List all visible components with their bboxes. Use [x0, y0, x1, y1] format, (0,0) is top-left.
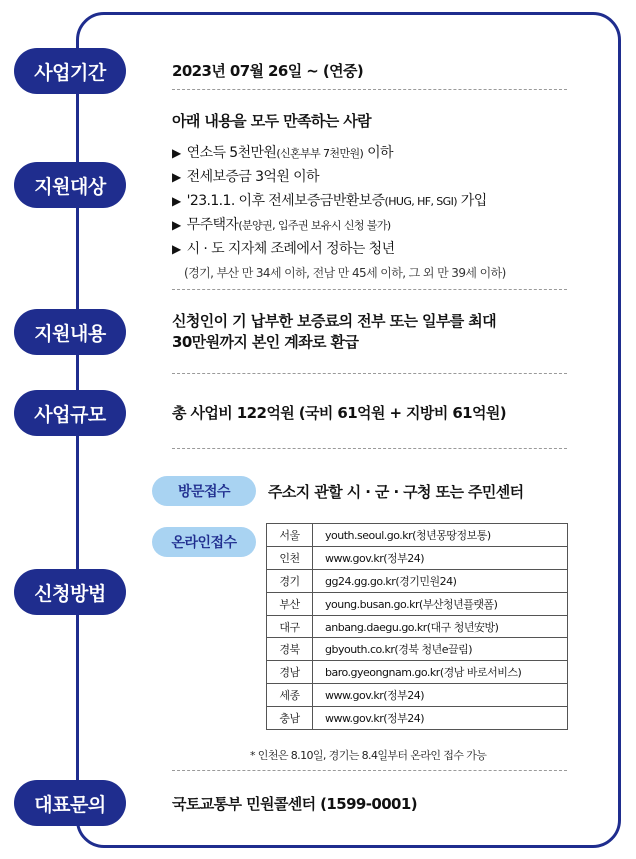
table-row: 경북 gbyouth.co.kr(경북 청년e끌림) [267, 638, 568, 661]
eligibility-item: ▶ 시 · 도 지자체 조례에서 정하는 청년 [172, 241, 395, 257]
age-limit-note: (경기, 부산 만 34세 이하, 전남 만 45세 이하, 그 외 만 39세 이하) [184, 266, 506, 280]
online-application-footnote: * 인천은 8.10일, 경기는 8.4일부터 온라인 접수 가능 [250, 749, 487, 762]
visit-application-tag: 방문접수 [152, 476, 256, 506]
label-business-period: 사업기간 [14, 48, 126, 94]
table-row: 인천 www.gov.kr(정부24) [267, 546, 568, 569]
site-link[interactable]: baro.gyeongnam.go.kr(경남 바로서비스) [313, 661, 568, 684]
support-content-line2: 30만원까지 본인 계좌로 환급 [172, 333, 359, 351]
site-link[interactable]: anbang.daegu.go.kr(대구 청년安방) [313, 615, 568, 638]
site-link[interactable]: www.gov.kr(정부24) [313, 546, 568, 569]
bullet-triangle-icon: ▶ [172, 146, 181, 160]
site-link[interactable]: www.gov.kr(정부24) [313, 684, 568, 707]
table-row: 서울 youth.seoul.go.kr(청년몽땅정보통) [267, 524, 568, 547]
table-row: 세종 www.gov.kr(정부24) [267, 684, 568, 707]
site-link[interactable]: youth.seoul.go.kr(청년몽땅정보통) [313, 524, 568, 547]
bullet-triangle-icon: ▶ [172, 170, 181, 184]
eligibility-item: ▶ '23.1.1. 이후 전세보증금반환보증(HUG, HF, SGI) 가입 [172, 193, 487, 209]
label-eligibility: 지원대상 [14, 162, 126, 208]
site-link[interactable]: gbyouth.co.kr(경북 청년e끌림) [313, 638, 568, 661]
divider [172, 89, 567, 90]
bullet-triangle-icon: ▶ [172, 218, 181, 232]
site-link[interactable]: young.busan.go.kr(부산청년플랫폼) [313, 592, 568, 615]
contact-value: 국토교통부 민원콜센터 (1599-0001) [172, 795, 417, 813]
site-link[interactable]: www.gov.kr(정부24) [313, 707, 568, 730]
table-row: 충남 www.gov.kr(정부24) [267, 707, 568, 730]
eligibility-heading: 아래 내용을 모두 만족하는 사람 [172, 112, 372, 130]
divider [172, 448, 567, 449]
support-content-line1: 신청인이 기 납부한 보증료의 전부 또는 일부를 최대 [172, 312, 497, 330]
bullet-triangle-icon: ▶ [172, 242, 181, 256]
divider [172, 373, 567, 374]
business-scale-value: 총 사업비 122억원 (국비 61억원 + 지방비 61억원) [172, 404, 507, 422]
site-link[interactable]: gg24.gg.go.kr(경기민원24) [313, 569, 568, 592]
eligibility-item: ▶ 연소득 5천만원(신혼부부 7천만원) 이하 [172, 145, 393, 161]
label-support-content: 지원내용 [14, 309, 126, 355]
online-application-tag: 온라인접수 [152, 527, 256, 557]
divider [172, 289, 567, 290]
label-application-method: 신청방법 [14, 569, 126, 615]
table-row: 대구 anbang.daegu.go.kr(대구 청년安방) [267, 615, 568, 638]
table-row: 경기 gg24.gg.go.kr(경기민원24) [267, 569, 568, 592]
period-value: 2023년 07월 26일 ~ (연중) [172, 62, 364, 80]
online-sites-table [266, 523, 568, 730]
eligibility-item: ▶ 전세보증금 3억원 이하 [172, 169, 319, 185]
table-row: 경남 baro.gyeongnam.go.kr(경남 바로서비스) [267, 661, 568, 684]
visit-application-text: 주소지 관할 시 · 군 · 구청 또는 주민센터 [268, 483, 524, 501]
divider [172, 770, 567, 771]
table-row: 부산 young.busan.go.kr(부산청년플랫폼) [267, 592, 568, 615]
label-business-scale: 사업규모 [14, 390, 126, 436]
label-contact: 대표문의 [14, 780, 126, 826]
eligibility-item: ▶ 무주택자(분양권, 입주권 보유시 신청 불가) [172, 217, 391, 233]
bullet-triangle-icon: ▶ [172, 194, 181, 208]
